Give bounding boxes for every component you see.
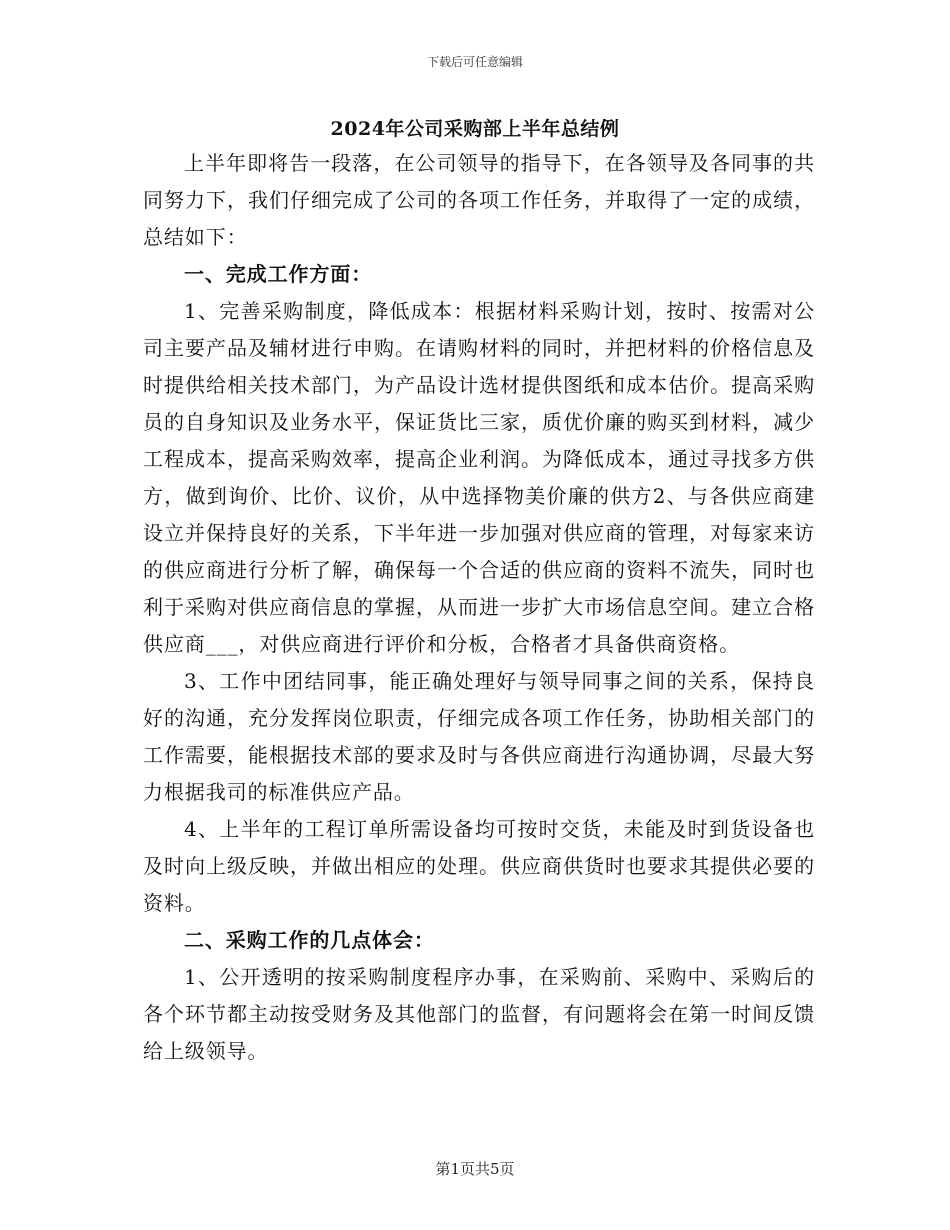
document-title: 2024年公司采购部上半年总结例 (330, 118, 620, 140)
paragraph-item-4: 4、上半年的工程订单所需设备均可按时交货，未能及时到货设备也及时向上级反映，并做出相应的处理。供应商供货时也要求其提供必要的资料。 (143, 817, 815, 915)
document-body (143, 145, 815, 1070)
paragraph-experience-1: 1、公开透明的按采购制度程序办事，在采购前、采购中、采购后的各个环节都主动按受财务及其他部门的监督，有问题将会在第一时间反馈给上级领导。 (143, 965, 815, 1063)
section-heading-experience: 二、采购工作的几点体会： (184, 928, 435, 952)
paragraph-item-3: 3、工作中团结同事，能正确处理好与领导同事之间的关系，保持良好的沟通，充分发挥岗位职责，仔细完成各项工作任务，协助相关部门的工作需要，能根据技术部的要求及时与各供应商进行沟通协调，尽最大努力根据我司的标准供应产品。 (143, 669, 815, 804)
page-number-footer: 第1页共5页 (435, 1160, 515, 1178)
section-heading-work-completed: 一、完成工作方面： (184, 262, 373, 286)
paragraph-item-1: 1、完善采购制度，降低成本：根据材料采购计划，按时、按需对公司主要产品及辅材进行申购。在请购材料的同时，并把材料的价格信息及时提供给相关技术部门，为产品设计选材提供图纸和成本估价。提高采购员的自身知识及业务水平，保证货比三家，质优价廉的购买到材料，减少工程成本，提高采购效率，提高企业利润。为降低成本，通过寻找多方供方，做到询价、比价、议价，从中选择物美价廉的供方2、与各供应商建设立并保持良好的关系，下半年进一步加强对供应商的管理，对每家来访的供应商进行分析了解，确保每一个合适的供应商的资料不流失，同时也利于采购对供应商信息的掌握，从而进一步扩大市场信息空间。建立合格供应商___，对供应商进行评价和分板，合格者才具备供商资格。 (143, 299, 815, 656)
intro-paragraph: 上半年即将告一段落，在公司领导的指导下，在各领导及各同事的共同努力下，我们仔细完成了公司的各项工作任务，并取得了一定的成绩，总结如下： (143, 151, 815, 249)
header-note: 下载后可任意编辑 (426, 55, 523, 69)
